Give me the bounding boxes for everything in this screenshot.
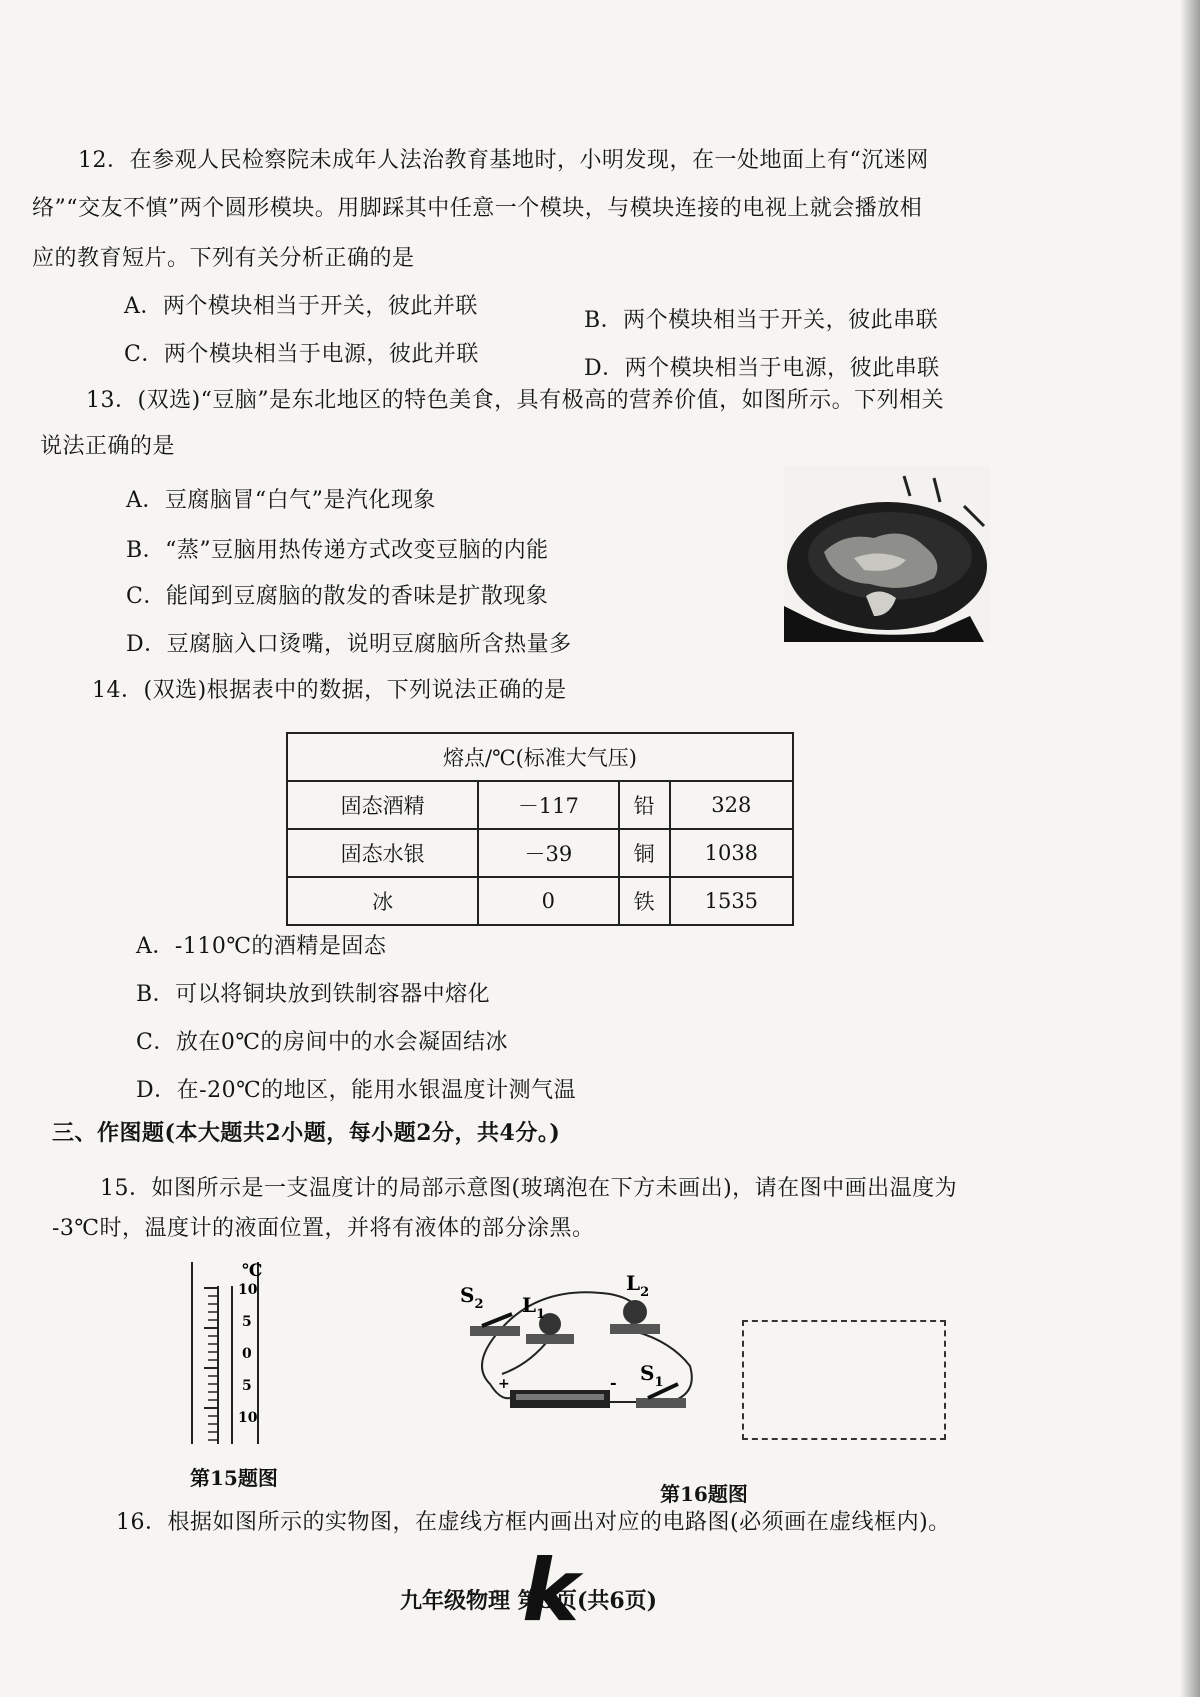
switch-s2-label: $S_2$ — [460, 1283, 484, 1312]
table-row — [287, 781, 793, 829]
lamp-l2-base — [610, 1324, 660, 1334]
switch-s1-base — [636, 1398, 686, 1408]
q12-line1: 12．在参观人民检察院未成年人法治教育基地时，小明发现，在一处地面上有“沉迷网 — [78, 148, 929, 173]
table-row — [287, 829, 793, 877]
table-cell: 铅 — [619, 781, 670, 829]
table-cell: 固态酒精 — [287, 781, 478, 829]
q13-option-b: B．“蒸”豆脑用热传递方式改变豆脑的内能 — [126, 538, 549, 563]
thermometer-label: 5 — [242, 1314, 252, 1330]
q12-option-d: D．两个模块相当于电源，彼此串联 — [584, 356, 940, 381]
q13-option-d: D．豆腐脑入口烫嘴，说明豆腐脑所含热量多 — [126, 632, 572, 657]
q15-line1: 15．如图所示是一支温度计的局部示意图(玻璃泡在下方未画出)，请在图中画出温度为 — [100, 1176, 958, 1201]
q12-option-b: B．两个模块相当于开关，彼此串联 — [584, 308, 939, 333]
q14-line1: 14．(双选)根据表中的数据，下列说法正确的是 — [92, 678, 567, 703]
watermark-logo-k: k — [522, 1541, 580, 1641]
lamp-l1-label: $L_1$ — [522, 1293, 546, 1322]
battery-plus-label: + — [498, 1376, 510, 1392]
page-edge-shadow — [1180, 0, 1200, 1697]
table-cell: －117 — [478, 781, 618, 829]
circuit-drawing-box[interactable] — [742, 1320, 946, 1440]
table-cell: 328 — [670, 781, 793, 829]
lamp-l1-base — [526, 1334, 574, 1344]
thermometer-label: 0 — [242, 1346, 252, 1362]
q12-option-c: C．两个模块相当于电源，彼此并联 — [124, 342, 479, 367]
q13-option-c: C．能闻到豆腐脑的散发的香味是扩散现象 — [126, 584, 549, 609]
table-cell: 铁 — [619, 877, 670, 925]
circuit-physical-figure — [460, 1274, 710, 1434]
q14-option-d: D．在-20℃的地区，能用水银温度计测气温 — [136, 1078, 577, 1103]
q14-option-c: C．放在0℃的房间中的水会凝固结冰 — [136, 1030, 508, 1055]
q15-line2: -3℃时，温度计的液面位置，并将有液体的部分涂黑。 — [52, 1216, 595, 1241]
table-cell: 1038 — [670, 829, 793, 877]
table-cell: 1535 — [670, 877, 793, 925]
q12-option-a: A．两个模块相当于开关，彼此并联 — [124, 294, 478, 319]
thermometer-figure — [178, 1256, 318, 1446]
q12-line2: 络”“交友不慎”两个圆形模块。用脚踩其中任意一个模块，与模块连接的电视上就会播放相 — [32, 196, 923, 221]
table-cell: 铜 — [619, 829, 670, 877]
table-row — [287, 877, 793, 925]
melting-point-table — [286, 732, 794, 926]
table-header: 熔点/℃(标准大气压) — [287, 733, 793, 781]
q14-option-a: A．-110℃的酒精是固态 — [136, 934, 387, 959]
table-header-row — [287, 733, 793, 781]
table-cell: 固态水银 — [287, 829, 478, 877]
switch-s2-base — [470, 1326, 520, 1336]
battery-minus-label: - — [610, 1373, 617, 1392]
q12-line3: 应的教育短片。下列有关分析正确的是 — [32, 246, 415, 271]
q16-line1: 16．根据如图所示的实物图，在虚线方框内画出对应的电路图(必须画在虚线框内)。 — [116, 1510, 951, 1535]
tofu-pudding-photo — [784, 466, 990, 642]
figure-16-caption: 第16题图 — [660, 1482, 748, 1506]
section-three-heading: 三、作图题(本大题共2小题，每小题2分，共4分。) — [52, 1120, 561, 1146]
q13-line2: 说法正确的是 — [40, 434, 176, 459]
q13-option-a: A．豆腐脑冒“白气”是汽化现象 — [126, 488, 436, 513]
switch-s1-label: $S_1$ — [640, 1361, 664, 1390]
lamp-l2-label: $L_2$ — [626, 1274, 650, 1300]
page-footer: 九年级物理 第3页(共6页) — [400, 1588, 658, 1614]
thermometer-label: 5 — [242, 1378, 252, 1394]
thermometer-label: 10 — [238, 1410, 258, 1426]
table-cell: 0 — [478, 877, 618, 925]
q14-option-b: B．可以将铜块放到铁制容器中熔化 — [136, 982, 491, 1007]
thermometer-unit: ℃ — [242, 1261, 263, 1281]
figure-15-caption: 第15题图 — [190, 1466, 278, 1490]
table-cell: －39 — [478, 829, 618, 877]
thermometer-label: 10 — [238, 1282, 258, 1298]
thermometer-ticks — [204, 1288, 218, 1446]
table-cell: 冰 — [287, 877, 478, 925]
lamp-l2-bulb — [623, 1300, 647, 1324]
q13-line1: 13．(双选)“豆脑”是东北地区的特色美食，具有极高的营养价值，如图所示。下列相关 — [86, 388, 945, 413]
